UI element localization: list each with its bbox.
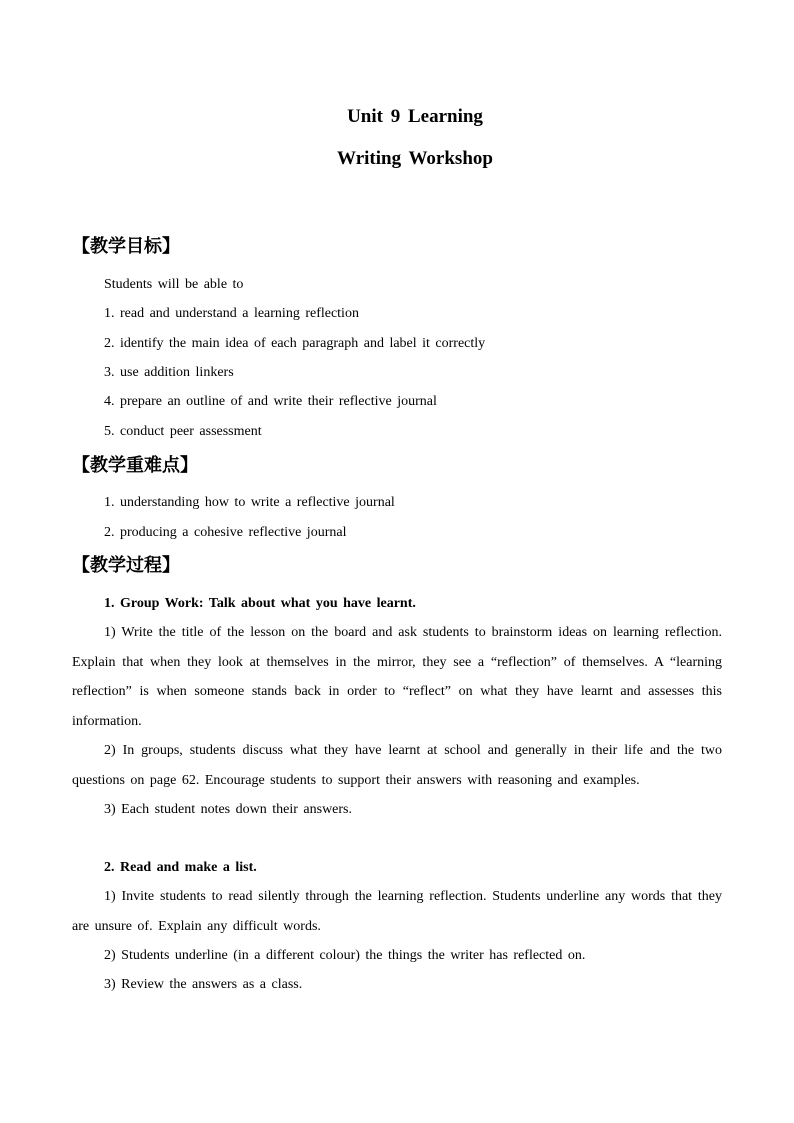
step1-paragraph: 3) Each student notes down their answers. (104, 802, 352, 817)
objectives-intro: Students will be able to (104, 277, 244, 292)
objective-item: 2. identify the main idea of each paragraph and label it correctly (104, 336, 486, 351)
step1-paragraph: 2) In groups, students discuss what they have learnt at school and generally in their life and the two questions on page 62. Encourage students to support their answers with reasoning and examples. (72, 743, 722, 788)
page-subtitle: Writing Workshop (337, 148, 493, 169)
step2-title: 2. Read and make a list. (104, 860, 257, 875)
key-points-heading: 【教学重难点】 (72, 455, 198, 476)
objective-item: 1. read and understand a learning reflection (104, 306, 359, 321)
key-point-item: 2. producing a cohesive reflective journal (104, 525, 347, 540)
process-heading: 【教学过程】 (72, 555, 180, 576)
objective-item: 3. use addition linkers (104, 365, 234, 380)
objectives-heading: 【教学目标】 (72, 236, 180, 257)
step1-paragraph: 1) Write the title of the lesson on the board and ask students to brainstorm ideas on learning reflection. Explain that when they look at themselves in the mirror, they see a “reflection” of themselves. A “learning reflection” is when someone stands back in order to “reflect” on what they have learnt and assesses this information. (72, 625, 722, 729)
objective-item: 5. conduct peer assessment (104, 424, 262, 439)
page-title: Unit 9 Learning (347, 106, 483, 127)
objective-item: 4. prepare an outline of and write their reflective journal (104, 394, 437, 409)
step2-paragraph: 2) Students underline (in a different colour) the things the writer has reflected on. (104, 948, 586, 963)
step2-paragraph: 3) Review the answers as a class. (104, 977, 303, 992)
step2-paragraph: 1) Invite students to read silently through the learning reflection. Students underline any words that they are unsure of. Explain any difficult words. (72, 889, 722, 934)
key-point-item: 1. understanding how to write a reflective journal (104, 495, 395, 510)
step1-title: 1. Group Work: Talk about what you have learnt. (104, 596, 416, 611)
